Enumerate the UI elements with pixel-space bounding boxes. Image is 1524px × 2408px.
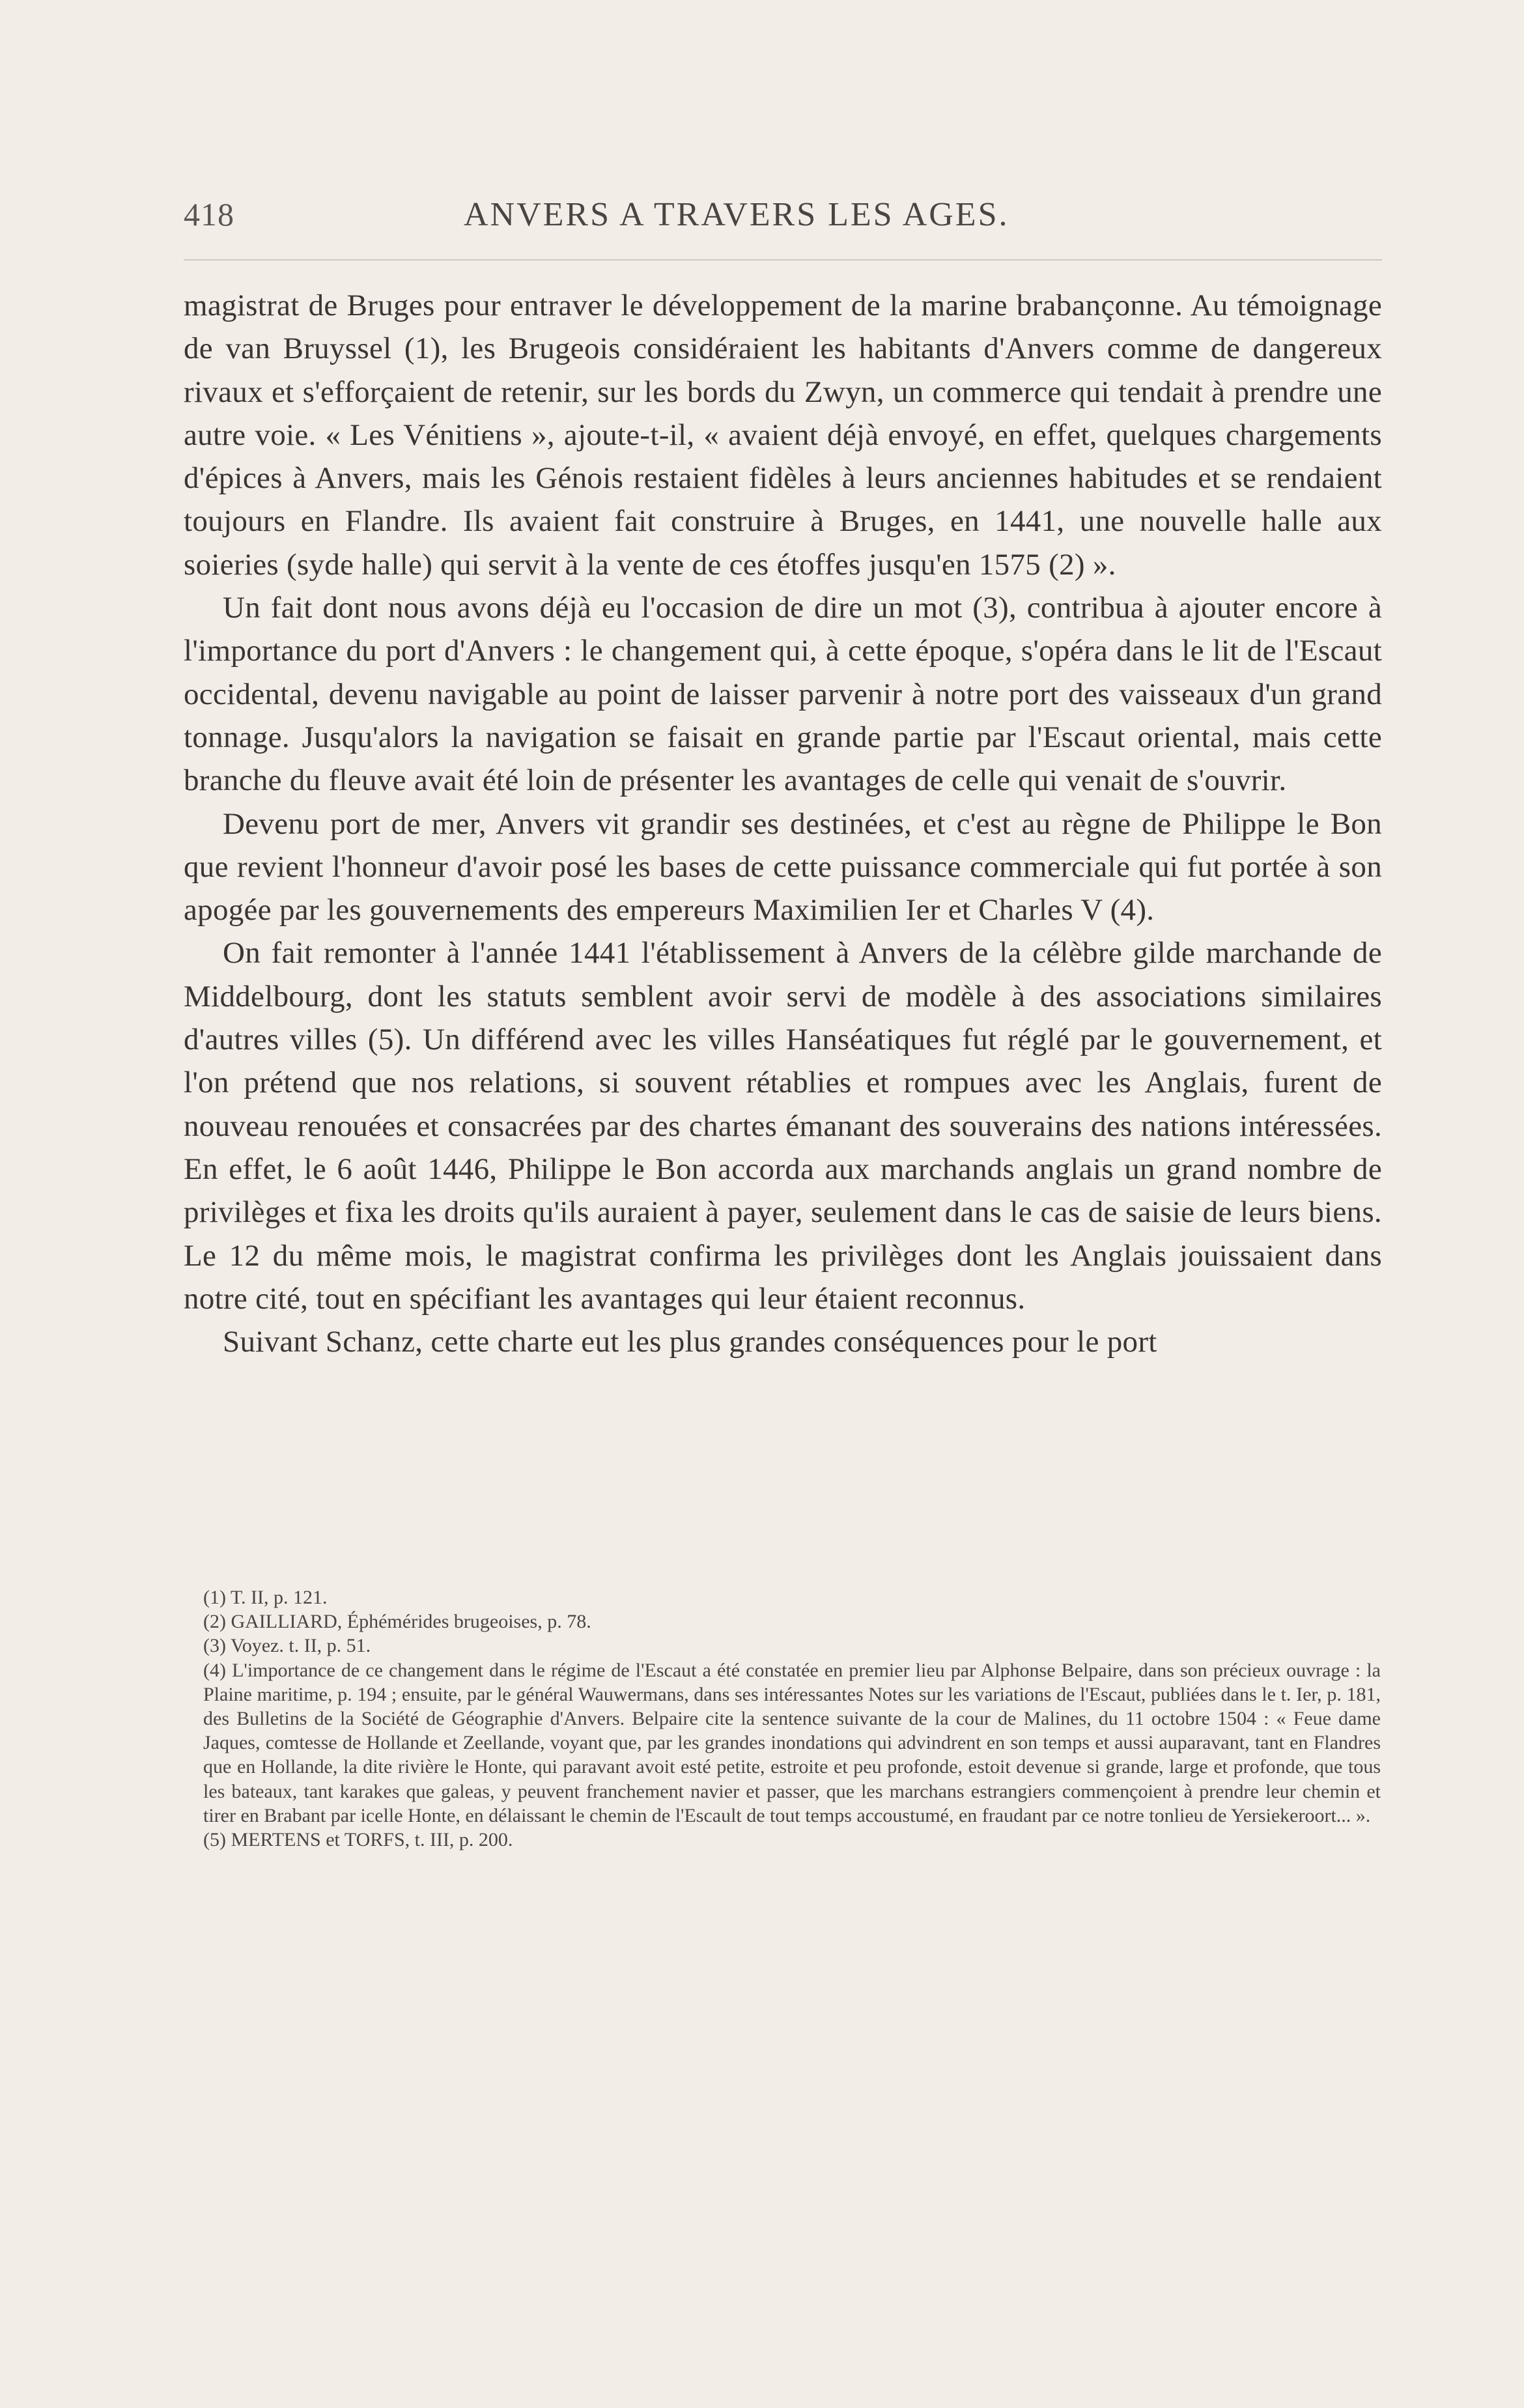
paragraph: On fait remonter à l'année 1441 l'établissement à Anvers de la célèbre gilde marchande de Middelbourg, dont les statuts semblent avoir servi de modèle à des associations similaires d'autres villes (5). Un différend avec les villes Hanséatiques fut réglé par le gouvernement, et l'on prétend que nos relations, si souvent rétablies et rompues avec les Anglais, furent de nouveau renouées et consacrées par des chartes émanant des souverains des nations intéressées. En effet, le 6 août 1446, Philippe le Bon accorda aux marchands anglais un grand nombre de privilèges et fixa les droits qu'ils auraient à payer, seulement dans le cas de saisie de leurs biens. Le 12 du même mois, le magistrat confirma les privilèges dont les Anglais jouissaient dans notre cité, tout en spécifiant les avantages qui leur étaient reconnus.	[184, 936, 1382, 1316]
paragraph: Suivant Schanz, cette charte eut les plus grandes conséquences pour le port	[223, 1325, 1157, 1359]
footnote: (3) Voyez. t. II, p. 51.	[203, 1635, 371, 1657]
footnote: (4) L'importance de ce changement dans le régime de l'Escaut a été constatée en premier lieu par Alphonse Belpaire, dans son précieux ouvrage : la Plaine maritime, p. 194 ; ensuite, par le général Wauwermans, dans ses intéressantes Notes sur les variations de l'Escaut, publiées dans le t. Ier, p. 181, des Bulletins de la Société de Géographie d'Anvers. Belpaire cite la sentence suivante de la cour de Malines, du 11 octobre 1504 : « Feue dame Jaques, comtesse de Hollande et Zeellande, voyant que, par les grandes inondations qui advindrent en son temps et aussi auparavant, tant en Flandres que en Hollande, la dite rivière le Honte, qui paravant avoit esté petite, estroite et peu profonde, estoit devenue si grande, large et profonde, que tous les bateaux, tant karakes que galeas, y peuvent franchement navier et passer, que les marchans estrangiers commençoient à prendre leur chemin et tirer en Brabant par icelle Honte, en délaissant le chemin de l'Escault de tout temps accoustumé, en fraudant par ce notre tonlieu de Yersiekeroort... ».	[203, 1659, 1381, 1826]
page-header	[184, 195, 1382, 248]
footnote: (5) MERTENS et TORFS, t. III, p. 200.	[203, 1829, 513, 1851]
footnotes	[203, 1585, 1381, 1852]
footnote: (1) T. II, p. 121.	[203, 1587, 328, 1608]
paragraph: magistrat de Bruges pour entraver le développement de la marine brabançonne. Au témoignage de van Bruyssel (1), les Brugeois considéraient les habitants d'Anvers comme de dangereux rivaux et s'efforçaient de retenir, sur les bords du Zwyn, un commerce qui tendait à prendre une autre voie. « Les Vénitiens », ajoute-t-il, « avaient déjà envoyé, en effet, quelques chargements d'épices à Anvers, mais les Génois restaient fidèles à leurs anciennes habitudes et se rendaient toujours en Flandre. Ils avaient fait construire à Bruges, en 1441, une nouvelle halle aux soieries (syde halle) qui servit à la vente de ces étoffes jusqu'en 1575 (2) ».	[184, 289, 1382, 582]
running-head: ANVERS A TRAVERS LES AGES.	[464, 196, 1009, 233]
paragraph: Devenu port de mer, Anvers vit grandir ses destinées, et c'est au règne de Philippe le Bon que revient l'honneur d'avoir posé les bases de cette puissance commerciale qui fut portée à son apogée par les gouvernements des empereurs Maximilien Ier et Charles V (4).	[184, 806, 1382, 928]
paragraph: Un fait dont nous avons déjà eu l'occasion de dire un mot (3), contribua à ajouter encore à l'importance du port d'Anvers : le changement qui, à cette époque, s'opéra dans le lit de l'Escaut occidental, devenu navigable au point de laisser parvenir à notre port des vaisseaux d'un grand tonnage. Jusqu'alors la navigation se faisait en grande partie par l'Escaut oriental, mais cette branche du fleuve avait été loin de présenter les avantages de celle qui venait de s'ouvrir.	[184, 591, 1382, 798]
header-rule	[184, 259, 1382, 261]
main-text	[184, 284, 1382, 1363]
footnote: (2) GAILLIARD, Éphémérides brugeoises, p. 78.	[203, 1611, 591, 1633]
page-number: 418	[184, 196, 234, 233]
